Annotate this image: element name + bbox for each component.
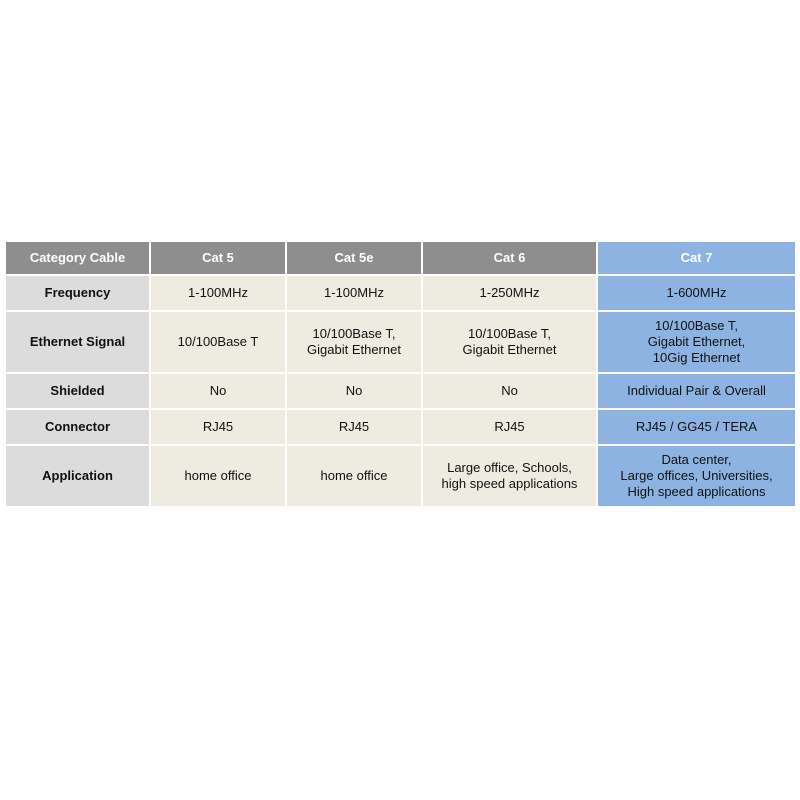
table-cell: No bbox=[287, 374, 421, 408]
corner-header: Category Cable bbox=[6, 242, 149, 274]
table-row bbox=[6, 410, 795, 444]
table-row bbox=[6, 312, 795, 372]
column-header-cat5e: Cat 5e bbox=[287, 242, 421, 274]
table-row bbox=[6, 374, 795, 408]
row-label-frequency: Frequency bbox=[6, 276, 149, 310]
table-cell: 10/100Base T, Gigabit Ethernet bbox=[287, 312, 421, 372]
column-header-cat5: Cat 5 bbox=[151, 242, 285, 274]
table-cell: Data center, Large offices, Universities, High speed applications bbox=[598, 446, 795, 506]
table-cell: RJ45 bbox=[423, 410, 596, 444]
table-cell: 1-600MHz bbox=[598, 276, 795, 310]
table-cell: home office bbox=[151, 446, 285, 506]
table-cell: Individual Pair & Overall bbox=[598, 374, 795, 408]
header-row bbox=[6, 242, 795, 274]
column-header-cat6: Cat 6 bbox=[423, 242, 596, 274]
table-cell: 10/100Base T, Gigabit Ethernet bbox=[423, 312, 596, 372]
row-label-application: Application bbox=[6, 446, 149, 506]
table-cell: 1-100MHz bbox=[287, 276, 421, 310]
table-cell: home office bbox=[287, 446, 421, 506]
row-label-ethernet-signal: Ethernet Signal bbox=[6, 312, 149, 372]
table-cell: RJ45 bbox=[151, 410, 285, 444]
cable-comparison-table bbox=[4, 240, 797, 508]
table-cell: No bbox=[151, 374, 285, 408]
table-row bbox=[6, 276, 795, 310]
table-cell: No bbox=[423, 374, 596, 408]
table-cell: 1-100MHz bbox=[151, 276, 285, 310]
column-header-cat7: Cat 7 bbox=[598, 242, 795, 274]
table-row bbox=[6, 446, 795, 506]
table-cell: RJ45 bbox=[287, 410, 421, 444]
table-cell: 10/100Base T, Gigabit Ethernet, 10Gig Ethernet bbox=[598, 312, 795, 372]
table-cell: 10/100Base T bbox=[151, 312, 285, 372]
row-label-connector: Connector bbox=[6, 410, 149, 444]
table-cell: 1-250MHz bbox=[423, 276, 596, 310]
table-cell: Large office, Schools, high speed applications bbox=[423, 446, 596, 506]
table-cell: RJ45 / GG45 / TERA bbox=[598, 410, 795, 444]
row-label-shielded: Shielded bbox=[6, 374, 149, 408]
